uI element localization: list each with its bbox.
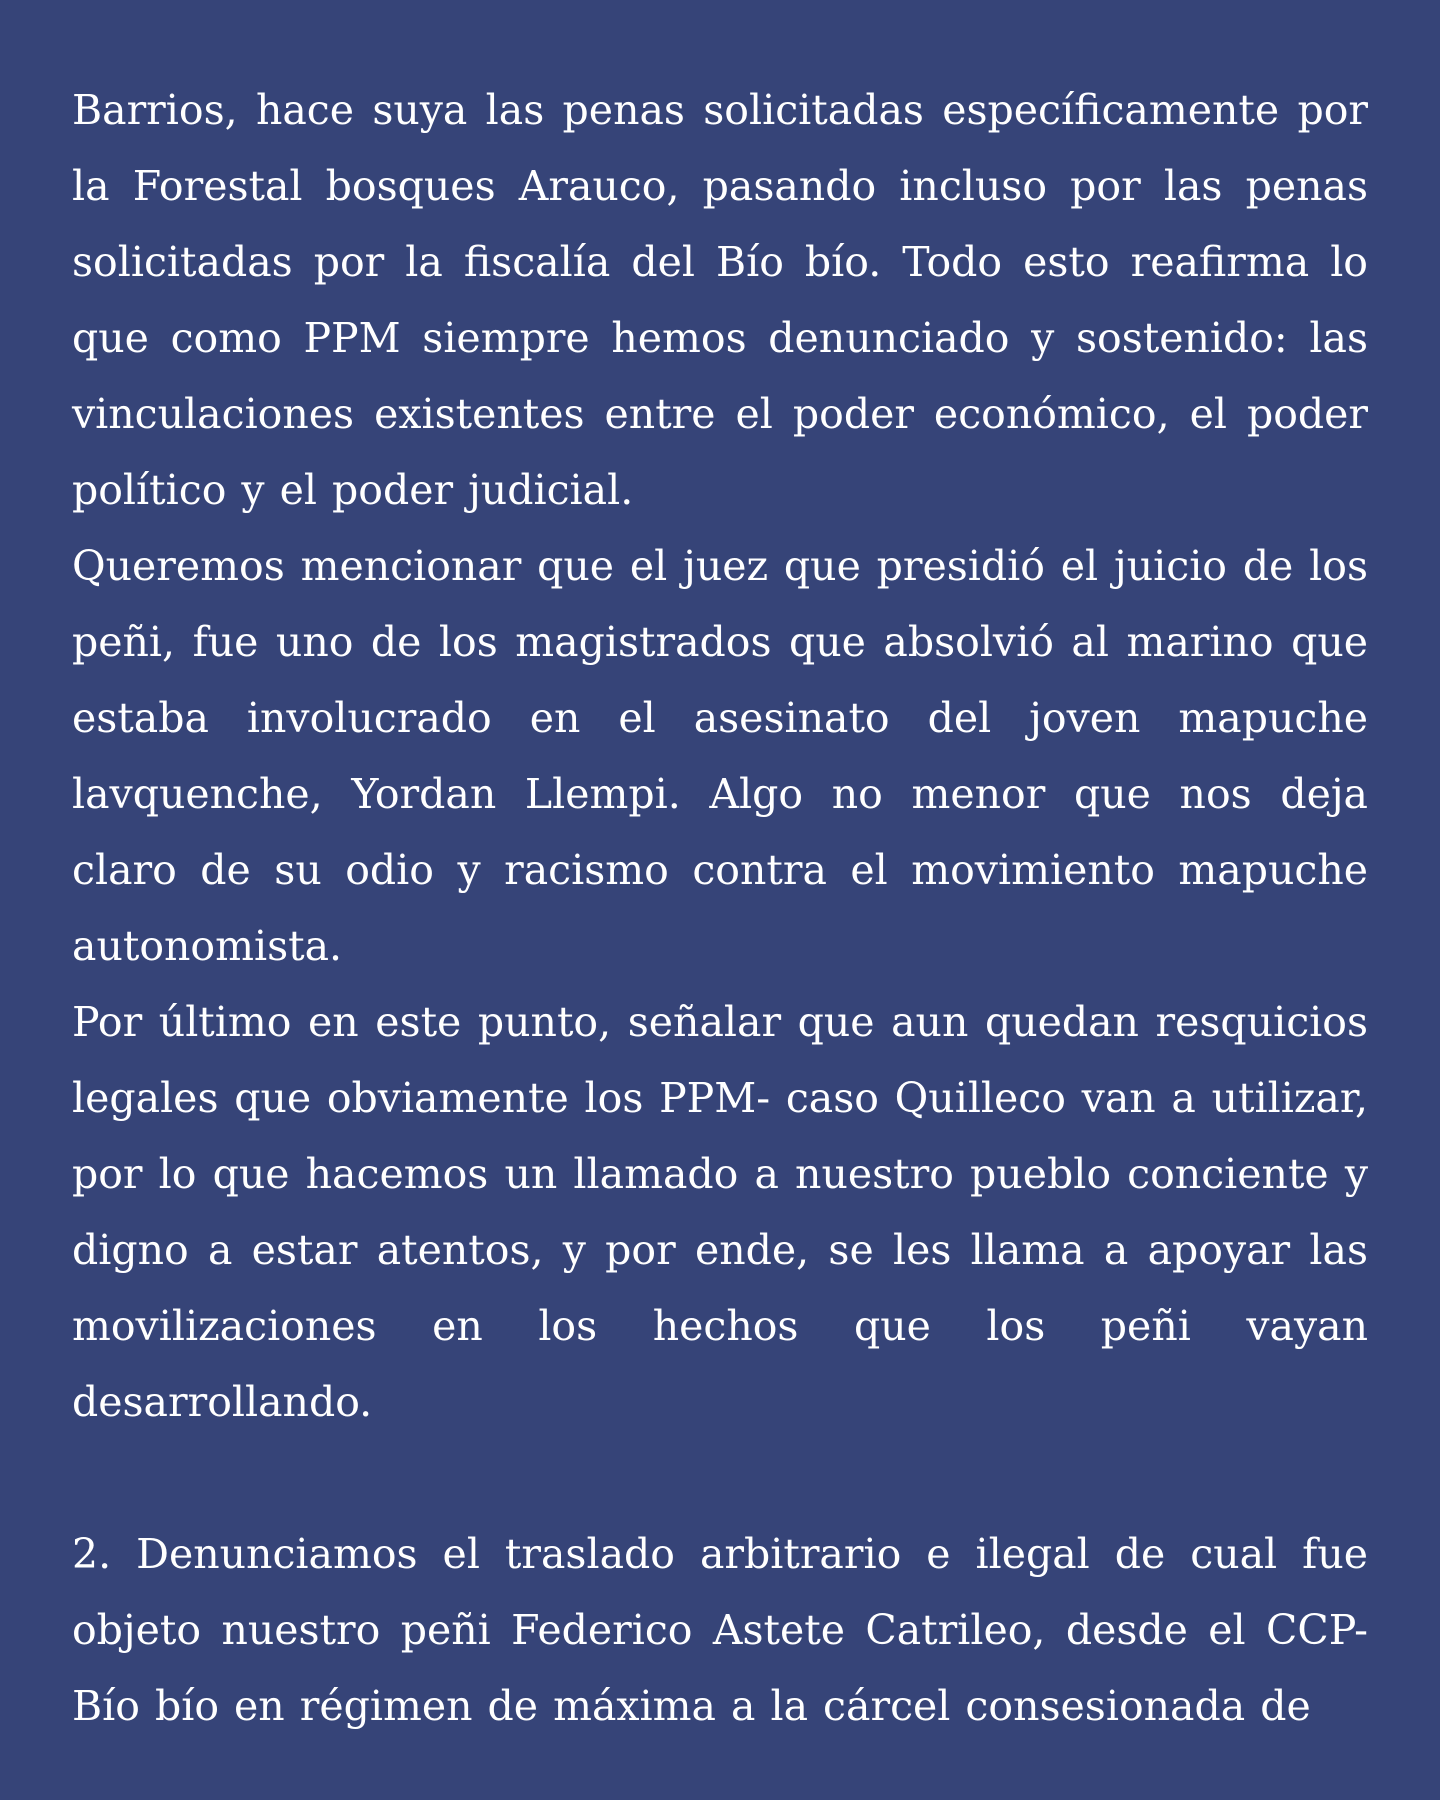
paragraph-spacer [72, 1440, 1368, 1516]
paragraph-3: Por último en este punto, señalar que aun quedan resquicios legales que obviamente los PPM- caso Quilleco van a utilizar, por lo que hacemos un llamado a nuestro pueblo conciente y digno a estar atentos, y por ende, se les llama a apoyar las movilizaciones en los hechos que los peñi vayan desarrollando. [72, 998, 1368, 1426]
paragraph-2: Queremos mencionar que el juez que presidió el juicio de los peñi, fue uno de los magistrados que absolvió al marino que estaba involucrado en el asesinato del joven mapuche lavquenche, Yordan Llempi. Algo no menor que nos deja claro de su odio y racismo contra el movimiento mapuche autonomista. [72, 542, 1368, 970]
paragraph-1: Barrios, hace suya las penas solicitadas específicamente por la Forestal bosques Arauco, pasando incluso por las penas solicitadas por la fiscalía del Bío bío. Todo esto reafirma lo que como PPM siempre hemos denunciado y sostenido: las vinculaciones existentes entre el poder económico, el poder político y el poder judicial. [72, 86, 1368, 514]
document-body [72, 72, 1368, 1744]
paragraph-4: 2. Denunciamos el traslado arbitrario e ilegal de cual fue objeto nuestro peñi Federico Astete Catrileo, desde el CCP-Bío bío en régimen de máxima a la cárcel consesionada de [72, 1530, 1368, 1730]
